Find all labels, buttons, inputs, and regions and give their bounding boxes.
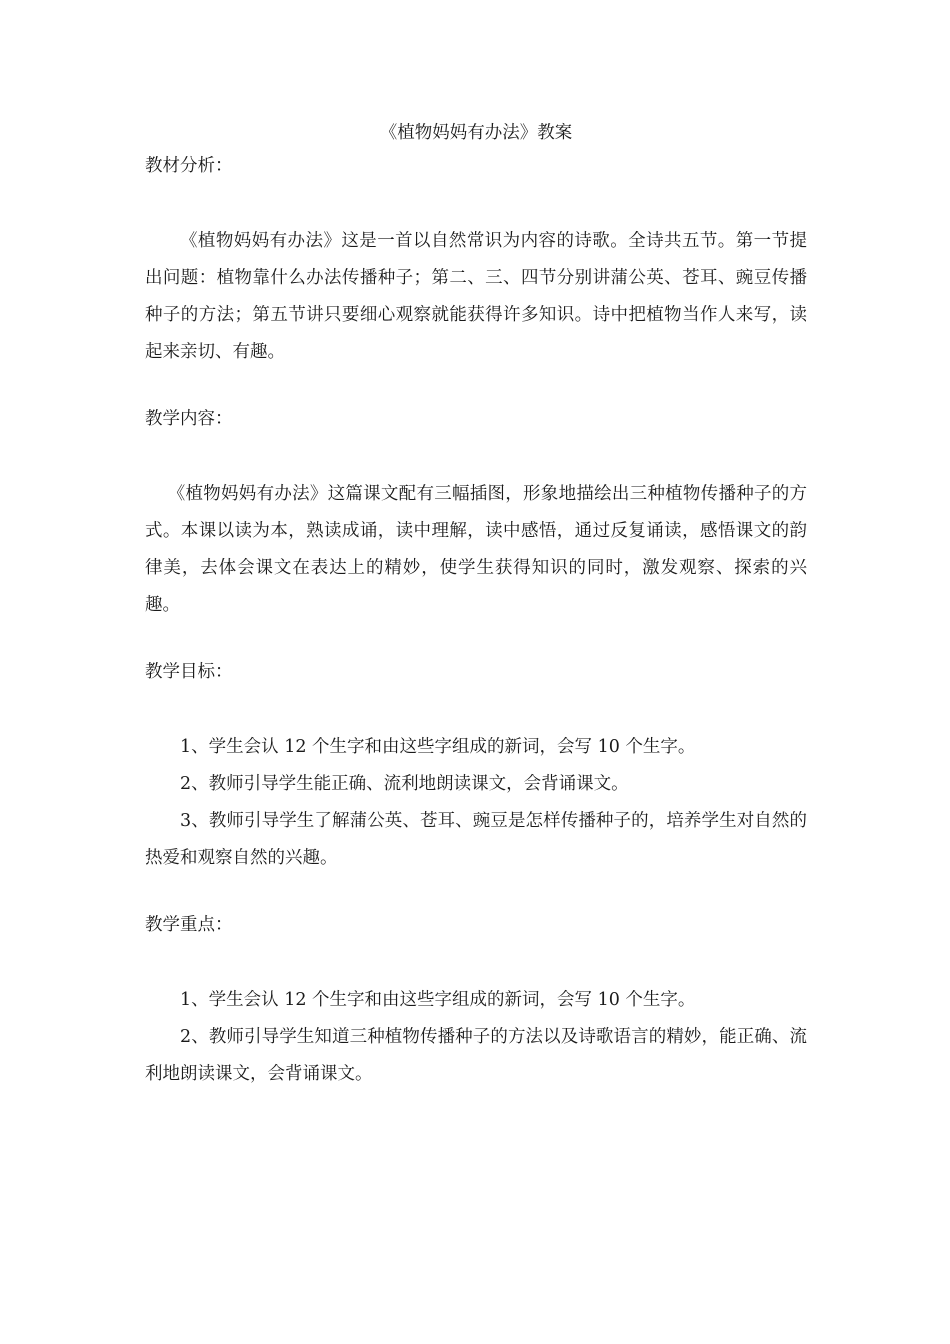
key-points-item: 2、教师引导学生知道三种植物传播种子的方法以及诗歌语言的精妙，能正确、流利地朗读课文，会背诵课文。 xyxy=(145,1027,807,1084)
document-page xyxy=(145,118,807,1093)
content-paragraph: 《植物妈妈有办法》这篇课文配有三幅插图，形象地描绘出三种植物传播种子的方式。本课以读为本，熟读成诵，读中理解，读中感悟，通过反复诵读，感悟课文的韵律美，去体会课文在表达上的精妙，使学生获得知识的同时，激发观察、探索的兴趣。 xyxy=(145,484,807,615)
goals-item: 1、学生会认 12 个生字和由这些字组成的新词，会写 10 个生字。 xyxy=(180,737,696,757)
document-title: 《植物妈妈有办法》教案 xyxy=(379,123,573,143)
key-points-list xyxy=(145,982,807,1093)
goals-item: 3、教师引导学生了解蒲公英、苍耳、豌豆是怎样传播种子的，培养学生对自然的热爱和观察自然的兴趣。 xyxy=(145,811,807,868)
goals-item: 2、教师引导学生能正确、流利地朗读课文，会背诵课文。 xyxy=(180,774,629,794)
goals-heading: 教学目标： xyxy=(145,662,233,682)
key-points-heading: 教学重点： xyxy=(145,915,233,935)
analysis-heading: 教材分析： xyxy=(145,156,233,176)
goals-list xyxy=(145,729,807,877)
analysis-paragraph: 《植物妈妈有办法》这是一首以自然常识为内容的诗歌。全诗共五节。第一节提出问题：植物靠什么办法传播种子；第二、三、四节分别讲蒲公英、苍耳、豌豆传播种子的方法；第五节讲只要细心观察就能获得许多知识。诗中把植物当作人来写，读起来亲切、有趣。 xyxy=(145,231,807,362)
key-points-item: 1、学生会认 12 个生字和由这些字组成的新词，会写 10 个生字。 xyxy=(180,990,696,1010)
content-heading: 教学内容： xyxy=(145,409,233,429)
